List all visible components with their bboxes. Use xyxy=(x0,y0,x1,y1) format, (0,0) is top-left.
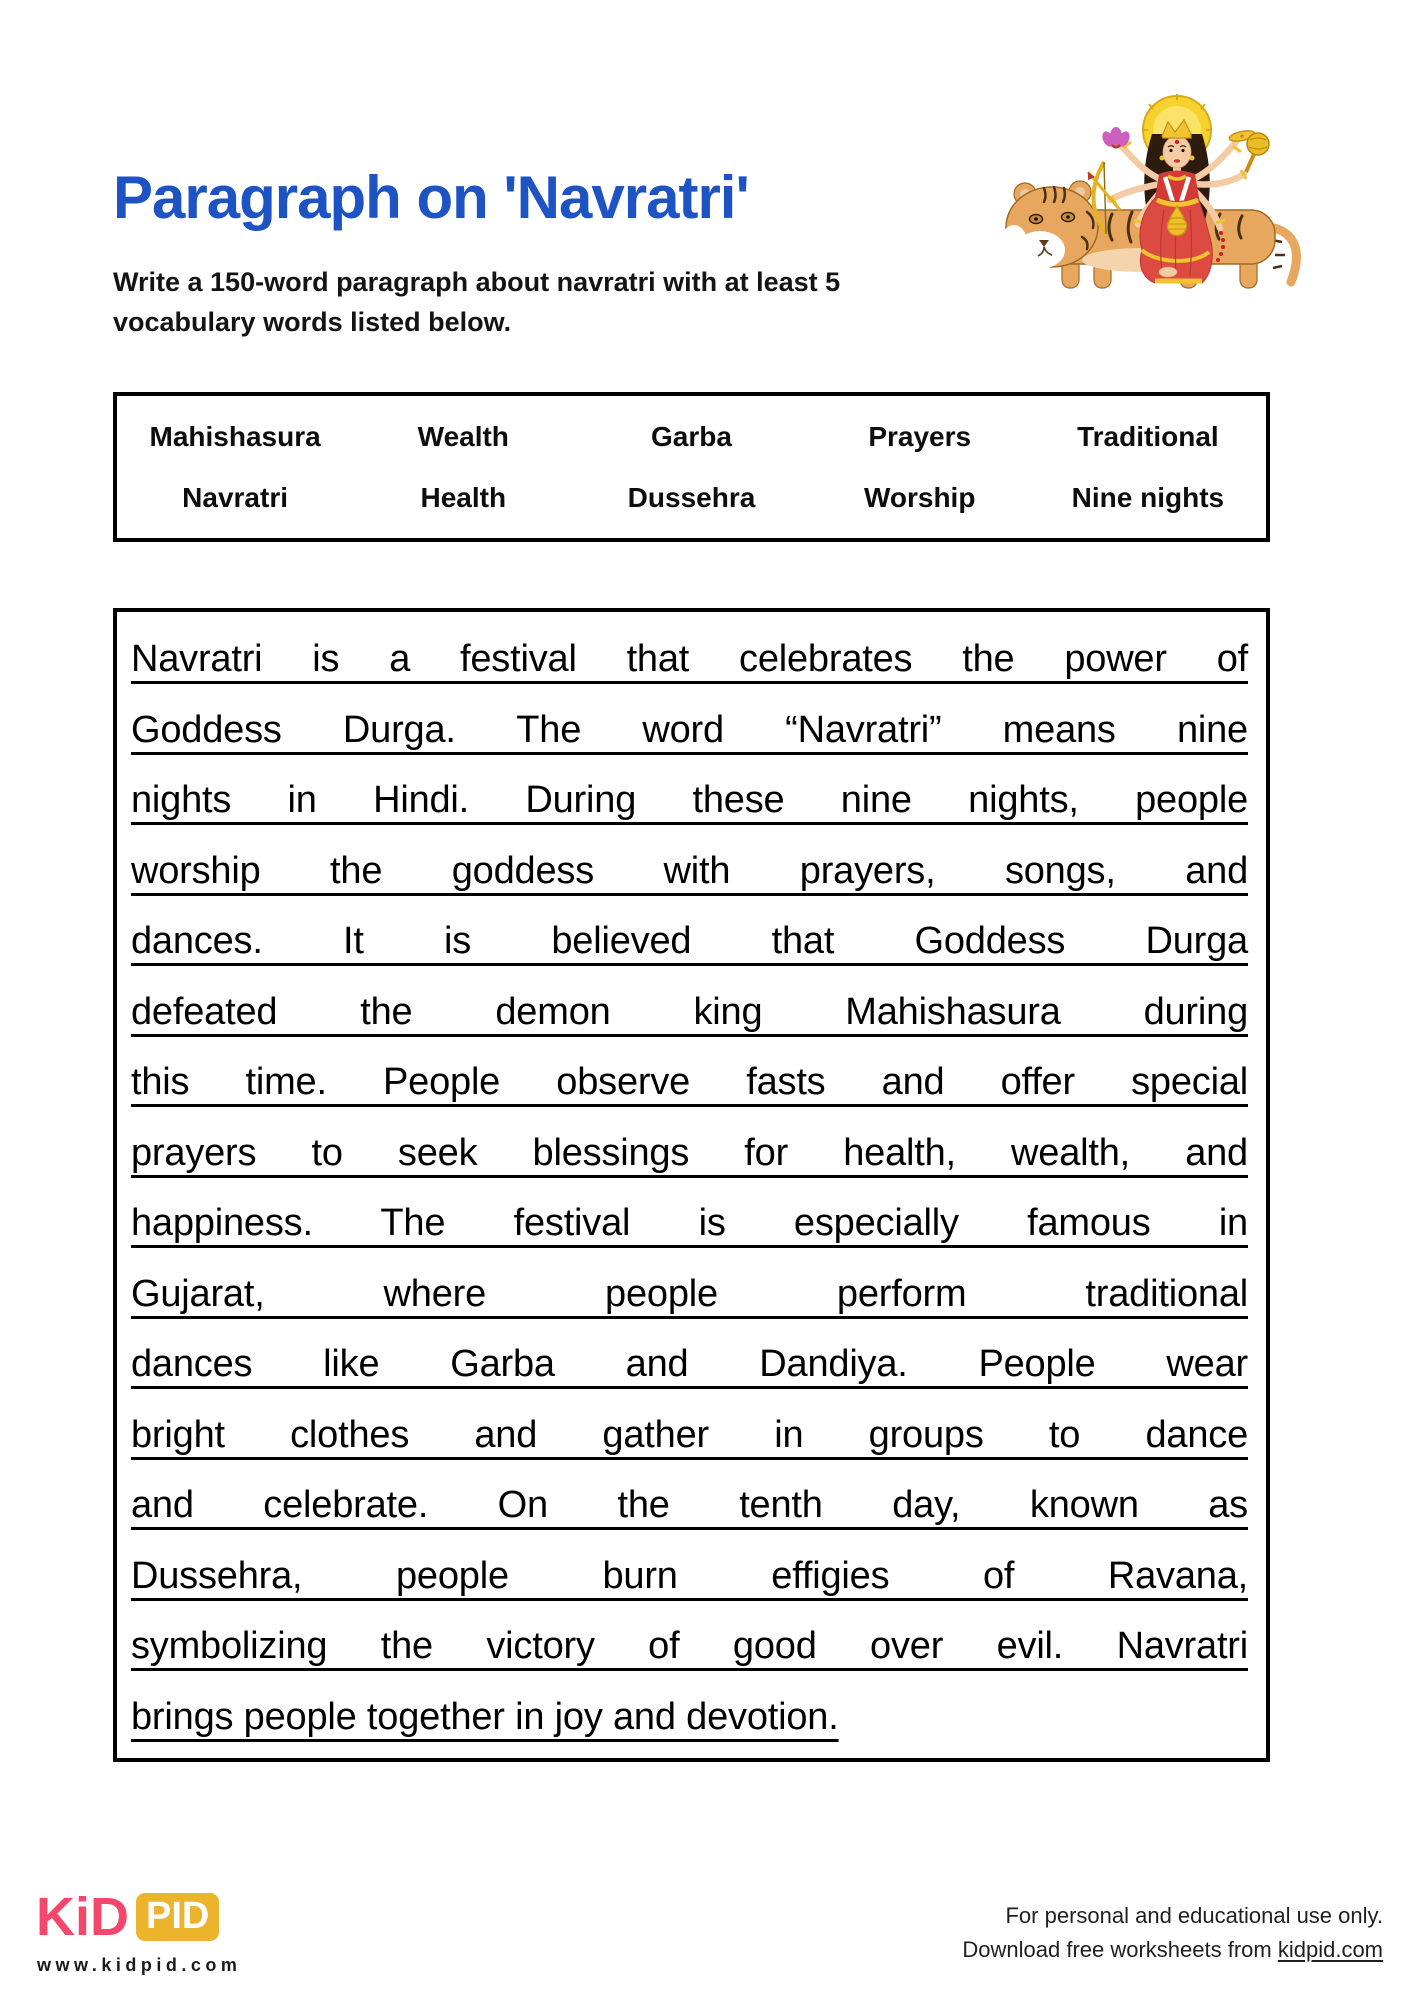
vocab-word: Dussehra xyxy=(627,481,756,513)
vocabulary-box xyxy=(113,392,1270,542)
instructions-line2: vocabulary words listed below. xyxy=(113,307,512,337)
paragraph-line: Dussehra, people burn effigies of Ravana, xyxy=(131,1554,1248,1597)
paragraph-line: Navratri is a festival that celebrates the power of xyxy=(131,638,1248,680)
vocabulary-row-2 xyxy=(121,482,1262,514)
notice-line-1: For personal and educational use only. xyxy=(1005,1903,1383,1928)
paragraph-line: Gujarat, where people perform traditional xyxy=(131,1272,1248,1315)
kidpid-link[interactable]: kidpid.com xyxy=(1277,1937,1383,1962)
paragraph-line: this time. People observe fasts and offer special xyxy=(131,1061,1248,1103)
bindi xyxy=(1175,140,1179,144)
mace-icon xyxy=(1246,133,1269,172)
paragraph-line: worship the goddess with prayers, songs, and xyxy=(131,849,1248,892)
paragraph-box xyxy=(113,608,1270,1762)
vocab-word: Worship xyxy=(863,481,976,513)
instructions xyxy=(113,262,873,342)
website-url: www.kidpid.com xyxy=(37,1955,242,1975)
vocab-word: Wealth xyxy=(417,420,509,452)
paragraph-line: dances like Garba and Dandiya. People wear xyxy=(131,1343,1248,1385)
blouse xyxy=(1155,171,1199,203)
notice-line-2-prefix: Download free worksheets from xyxy=(962,1937,1278,1962)
paragraph-line: Goddess Durga. The word “Navratri” means nine xyxy=(131,708,1248,751)
vocab-word: Nine nights xyxy=(1071,481,1225,513)
page-title: Paragraph on 'Navratri' xyxy=(113,164,749,231)
vocab-word: Health xyxy=(420,481,507,513)
durga-illustration xyxy=(992,92,1312,292)
vocab-word: Prayers xyxy=(868,420,972,452)
kidpid-logo xyxy=(36,1887,219,1947)
vocabulary-row-1 xyxy=(121,421,1262,453)
notice-line-2 xyxy=(962,1933,1383,1967)
paragraph-line: symbolizing the victory of good over evil. Navratri xyxy=(131,1625,1248,1667)
logo-pid-badge: PID xyxy=(136,1893,219,1941)
paragraph-line: defeated the demon king Mahishasura during xyxy=(131,990,1248,1033)
usage-notice xyxy=(962,1899,1383,1967)
vocab-word: Garba xyxy=(651,420,732,452)
paragraph-line: prayers to seek blessings for health, wealth, and xyxy=(131,1131,1248,1174)
paragraph-line: dances. It is believed that Goddess Durga xyxy=(131,920,1248,962)
foot xyxy=(1159,267,1177,277)
vocab-word: Traditional xyxy=(1077,420,1219,452)
paragraph-line: brings people together in joy and devotion. xyxy=(131,1695,839,1738)
paragraph-line: bright clothes and gather in groups to dance xyxy=(131,1413,1248,1456)
vocab-word: Navratri xyxy=(182,481,289,513)
paragraph-line: and celebrate. On the tenth day, known as xyxy=(131,1484,1248,1526)
vocab-word: Mahishasura xyxy=(149,420,321,452)
paragraph-line: nights in Hindi. During these nine nights, people xyxy=(131,779,1248,821)
paragraph-line: happiness. The festival is especially famous in xyxy=(131,1202,1248,1244)
logo-kid-text: KiD xyxy=(36,1887,129,1947)
instructions-line1: Write a 150-word paragraph about navratri with at least 5 xyxy=(113,267,841,297)
